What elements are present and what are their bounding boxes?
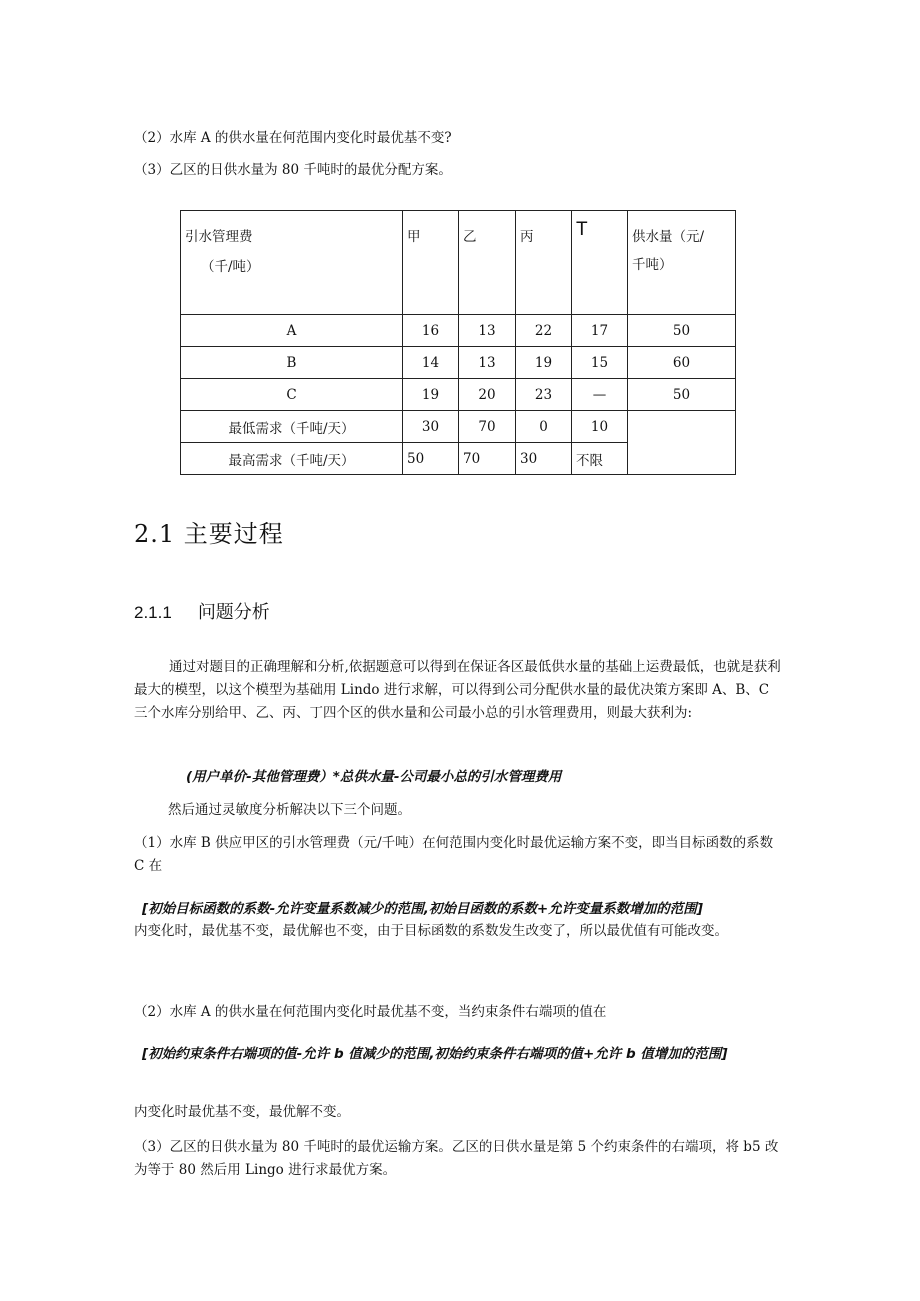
district-header: 甲 — [407, 229, 421, 245]
district-header-cell — [516, 211, 572, 315]
rhs-range-explanation: 内变化时最优基不变，最优解不变。 — [134, 1104, 350, 1120]
demand-cell: 不限 — [572, 443, 628, 475]
district-header-cell — [572, 211, 628, 315]
cost-cell: 20 — [459, 379, 516, 411]
demand-cell: 30 — [403, 411, 459, 443]
district-header-cell — [403, 211, 459, 315]
supply-header-line2: 千吨） — [632, 257, 673, 273]
max-demand-label: 最高需求（千吨/天） — [181, 443, 403, 475]
district-header-cell — [459, 211, 516, 315]
subsection-number: 2.1.1 — [134, 603, 172, 622]
cost-cell: 13 — [459, 315, 516, 347]
question-3-paragraph: （3）乙区的日供水量为 80 千吨时的最优运输方案。乙区的日供水量是第 5 个约束条件的右端项，将 b5 改为等于 80 然后用 Lingo 进行求最优方案。 — [134, 1139, 779, 1178]
section-heading: 2.1 主要过程 — [134, 520, 284, 548]
supply-cell: 50 — [628, 315, 736, 347]
reservoir-label: B — [181, 347, 403, 379]
table-row — [181, 347, 736, 379]
demand-cell: 0 — [516, 411, 572, 443]
table-header-row — [181, 211, 736, 315]
question-3: （3）乙区的日供水量为 80 千吨时的最优分配方案。 — [134, 162, 452, 178]
district-header: 丙 — [520, 229, 534, 245]
cost-cell: 13 — [459, 347, 516, 379]
empty-supply-cell — [628, 411, 736, 475]
cost-cell: 22 — [516, 315, 572, 347]
cost-cell: 14 — [403, 347, 459, 379]
cost-cell: 19 — [516, 347, 572, 379]
rhs-range-formula: [初始约束条件右端项的值-允许 b 值减少的范围,初始约束条件右端项的值+允许 b 值增加的范围] — [142, 1046, 728, 1062]
cost-cell: 17 — [572, 315, 628, 347]
analysis-paragraph: 通过对题目的正确理解和分析,依据题意可以得到在保证各区最低供水量的基础上运费最低，也就是获利最大的模型，以这个模型为基础用 Lindo 进行求解，可以得到公司分配供水量的最优决策方案即 A、B、C 三个水库分别给甲、乙、丙、丁四个区的供水量和公司最小总的引水管理费用，则最大获利为: — [134, 659, 781, 721]
supply-cell: 50 — [628, 379, 736, 411]
cost-cell: 16 — [403, 315, 459, 347]
demand-cell: 50 — [403, 443, 459, 475]
question-2: （2）水库 A 的供水量在何范围内变化时最优基不变? — [134, 130, 452, 146]
reservoir-label: C — [181, 379, 403, 411]
demand-cell: 70 — [459, 443, 516, 475]
district-header: 乙 — [463, 229, 477, 245]
supply-header-cell — [628, 211, 736, 315]
supply-header-line1: 供水量（元/ — [632, 229, 705, 245]
reservoir-label: A — [181, 315, 403, 347]
cost-cell: — — [572, 379, 628, 411]
water-supply-table — [180, 210, 736, 475]
profit-formula: (用户单价-其他管理费）*总供水量-公司最小总的引水管理费用 — [186, 769, 562, 785]
demand-cell: 30 — [516, 443, 572, 475]
question-1-paragraph: （1）水库 B 供应甲区的引水管理费（元/千吨）在何范围内变化时最优运输方案不变，即当目标函数的系数 C 在 — [134, 835, 774, 874]
table-row — [181, 315, 736, 347]
cost-cell: 15 — [572, 347, 628, 379]
subsection-title: 问题分析 — [197, 602, 270, 623]
supply-cell: 60 — [628, 347, 736, 379]
corner-header-line1: 引水管理费 — [185, 229, 253, 245]
min-demand-label: 最低需求（千吨/天） — [181, 411, 403, 443]
min-demand-row — [181, 411, 736, 443]
subsection-heading — [134, 598, 270, 624]
demand-cell: 10 — [572, 411, 628, 443]
corner-header-cell — [181, 211, 403, 315]
district-header: T — [576, 219, 588, 240]
coefficient-range-formula: [初始目标函数的系数-允许变量系数减少的范围,初始目函数的系数+允许变量系数增加的范围] — [142, 901, 703, 917]
demand-cell: 70 — [459, 411, 516, 443]
coefficient-range-explanation: 内变化时，最优基不变，最优解也不变，由于目标函数的系数发生改变了，所以最优值有可能改变。 — [134, 923, 728, 939]
cost-cell: 19 — [403, 379, 459, 411]
table-row — [181, 379, 736, 411]
sensitivity-intro: 然后通过灵敏度分析解决以下三个问题。 — [168, 802, 411, 818]
cost-cell: 23 — [516, 379, 572, 411]
corner-header-line2: （千/吨） — [201, 259, 260, 275]
question-2-paragraph: （2）水库 A 的供水量在何范围内变化时最优基不变，当约束条件右端项的值在 — [134, 1004, 607, 1020]
